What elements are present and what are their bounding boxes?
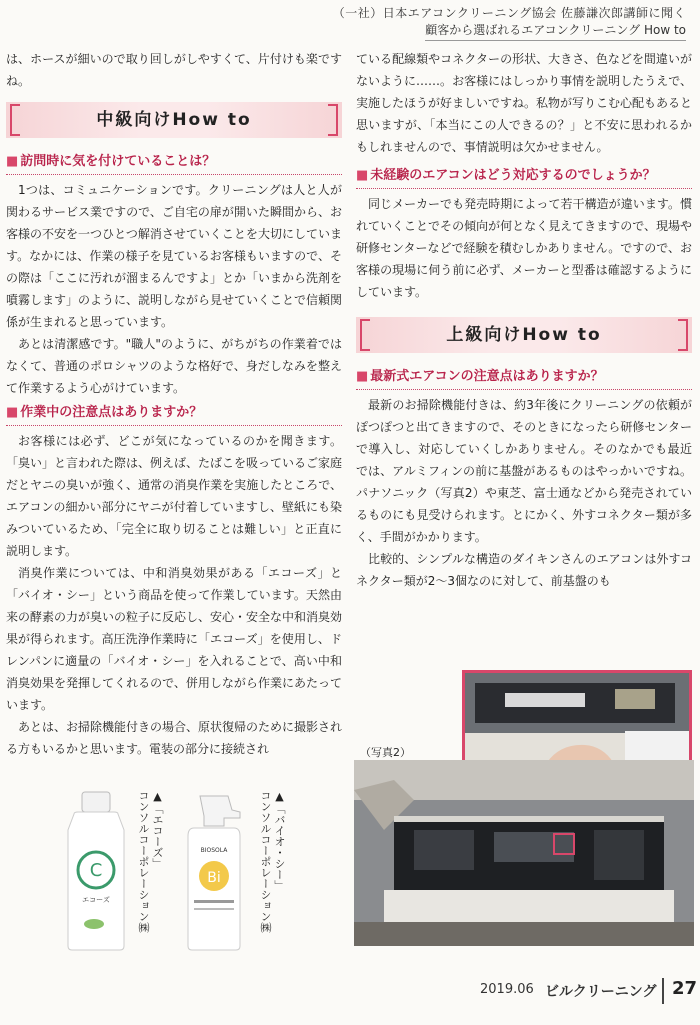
header-series-title: 顧客から選ばれるエアコンクリーニング How to	[425, 21, 686, 41]
header-interview-line: （一社）日本エアコンクリーニング協会 佐藤謙次郎講師に聞く	[332, 6, 686, 20]
page-number: 27	[672, 978, 698, 999]
paragraph: あとは清潔感です。"職人"のように、がちがちの作業着ではなくて、普通のポロシャツのような格好で、身だしなみを整えて作業するよう心がけています。	[6, 337, 342, 395]
magazine-name: ビルクリーニング	[545, 984, 657, 1000]
paragraph: 消臭作業については、中和消臭効果がある「エコーズ」と「バイオ・シー」という商品を使って作業しています。天然由来の酵素の力が臭いの粒子に反応し、安心・安全な中和消臭効果が得られます。高圧洗浄作業時に「エコーズ」を使用し、ドレンパンに適量の「バイオ・シー」を入れることで、高い中和消臭効果を発揮してくれるので、併用しながら作業にあたっています。	[6, 566, 343, 712]
photo-caption: （写真2）	[360, 746, 411, 759]
question-work-caution: ■ 作業中の注意点はありますか？	[6, 403, 342, 426]
paragraph: お客様には必ず、どこが気になっているのかを聞きます。「臭い」と言われた際は、例えば、たばこを吸っているご家庭だとヤニの臭いが強く、通常の消臭作業を実施したところで、エアコンの細かい部分にヤニが付着していますし、壁紙にも染みついているため、「完全に取り切ることは難しい」と正直に説明します。	[6, 434, 343, 558]
svg-text:C: C	[89, 860, 103, 881]
bio-sea-caption-maker: コンソルコーポレーション㈱	[259, 790, 272, 933]
echoes-caption-name: ▲「エコーズ」	[151, 790, 164, 869]
section-band-advanced	[356, 317, 692, 353]
paragraph: 比較的、シンプルな構造のダイキンさんのエアコンは外すコネクター類が2〜3個なのに対して、前基盤のも	[356, 552, 692, 588]
intro-paragraph: は、ホースが細いので取り回しがしやすくて、片付けも楽ですね。	[6, 52, 342, 88]
section-band-intermediate	[6, 102, 342, 138]
bio-sea-spray-image	[180, 792, 250, 952]
section-title-advanced: 上級向けHow to	[446, 325, 602, 345]
issue-date: 2019.06	[480, 982, 534, 997]
echoes-caption	[136, 790, 164, 933]
photo-aircon	[354, 760, 694, 946]
bio-sea-caption	[258, 790, 286, 933]
echoes-caption-maker: コンソルコーポレーション㈱	[137, 790, 150, 933]
question-unfamiliar-ac: ■ 未経験のエアコンはどう対応するのでしょうか？	[356, 166, 692, 189]
left-column	[6, 48, 342, 760]
echoes-bottle-label: エコーズ	[82, 896, 110, 904]
product-figure	[40, 790, 340, 950]
paragraph: 1つは、コミュニケーションです。クリーニングは人と人が関わるサービス業ですので、ご自宅の扉が開いた瞬間から、お客様の不安を一つひとつ解消させていくことを大切にしています。なかには、作業の様子を見ているお客様もいますので、その際は「ここに汚れが溜まるんですよ」とか「いまから洗剤を噴霧します」のように、説明しながら見せていくことで信頼関係が生まれると思っています。	[6, 183, 343, 329]
bio-sea-caption-name: ▲「バイオ・シー」	[273, 790, 286, 891]
paragraph: ている配線類やコネクターの形状、大きさ、色などを間違いがないように……。お客様にはしっかり事情を説明したうえで、実施したほうが好ましいですね。私物が写りこむ心配もあると思いますが、「本当にこの人できるの？」と不安に思われるかもしれませんので、事情説明は欠かせません。	[356, 52, 693, 154]
paragraph: 最新のお掃除機能付きは、約3年後にクリーニングの依頼がぽつぽつと出てきますので、そのときになったら研修センターで導入し、対応していくしかありません。そのなかでも最近では、アルミフィンの前に基盤があるものはやっかいですね。パナソニック（写真2）や東芝、富士通などから発売されているものにも見受けられます。とにかく、外すコネクター類が多く、手間がかかります。	[356, 398, 692, 544]
echoes-bottle-image	[60, 790, 132, 952]
question-visit-care: ■ 訪問時に気を付けていることは？	[6, 152, 342, 175]
page-footer	[0, 978, 700, 1006]
paragraph: 同じメーカーでも発売時期によって若干構造が違います。慣れていくことでその傾向が何となく見えてきますので、現場や研修センターなどで経験を積むしかありません。ですので、お客様の現場に伺う前に必ず、メーカーと型番は確認するようにしています。	[356, 197, 693, 299]
svg-text:Bi: Bi	[207, 870, 221, 886]
bio-sea-bottle-label: BIOSOLA	[200, 847, 228, 854]
footer-divider	[662, 978, 664, 1004]
right-column	[356, 48, 692, 592]
question-latest-ac: ■ 最新式エアコンの注意点はありますか？	[356, 367, 692, 390]
section-title-intermediate: 中級向けHow to	[96, 110, 252, 130]
paragraph: あとは、お掃除機能付きの場合、原状復帰のために撮影される方もいるかと思います。電装の部分に接続され	[6, 720, 343, 756]
